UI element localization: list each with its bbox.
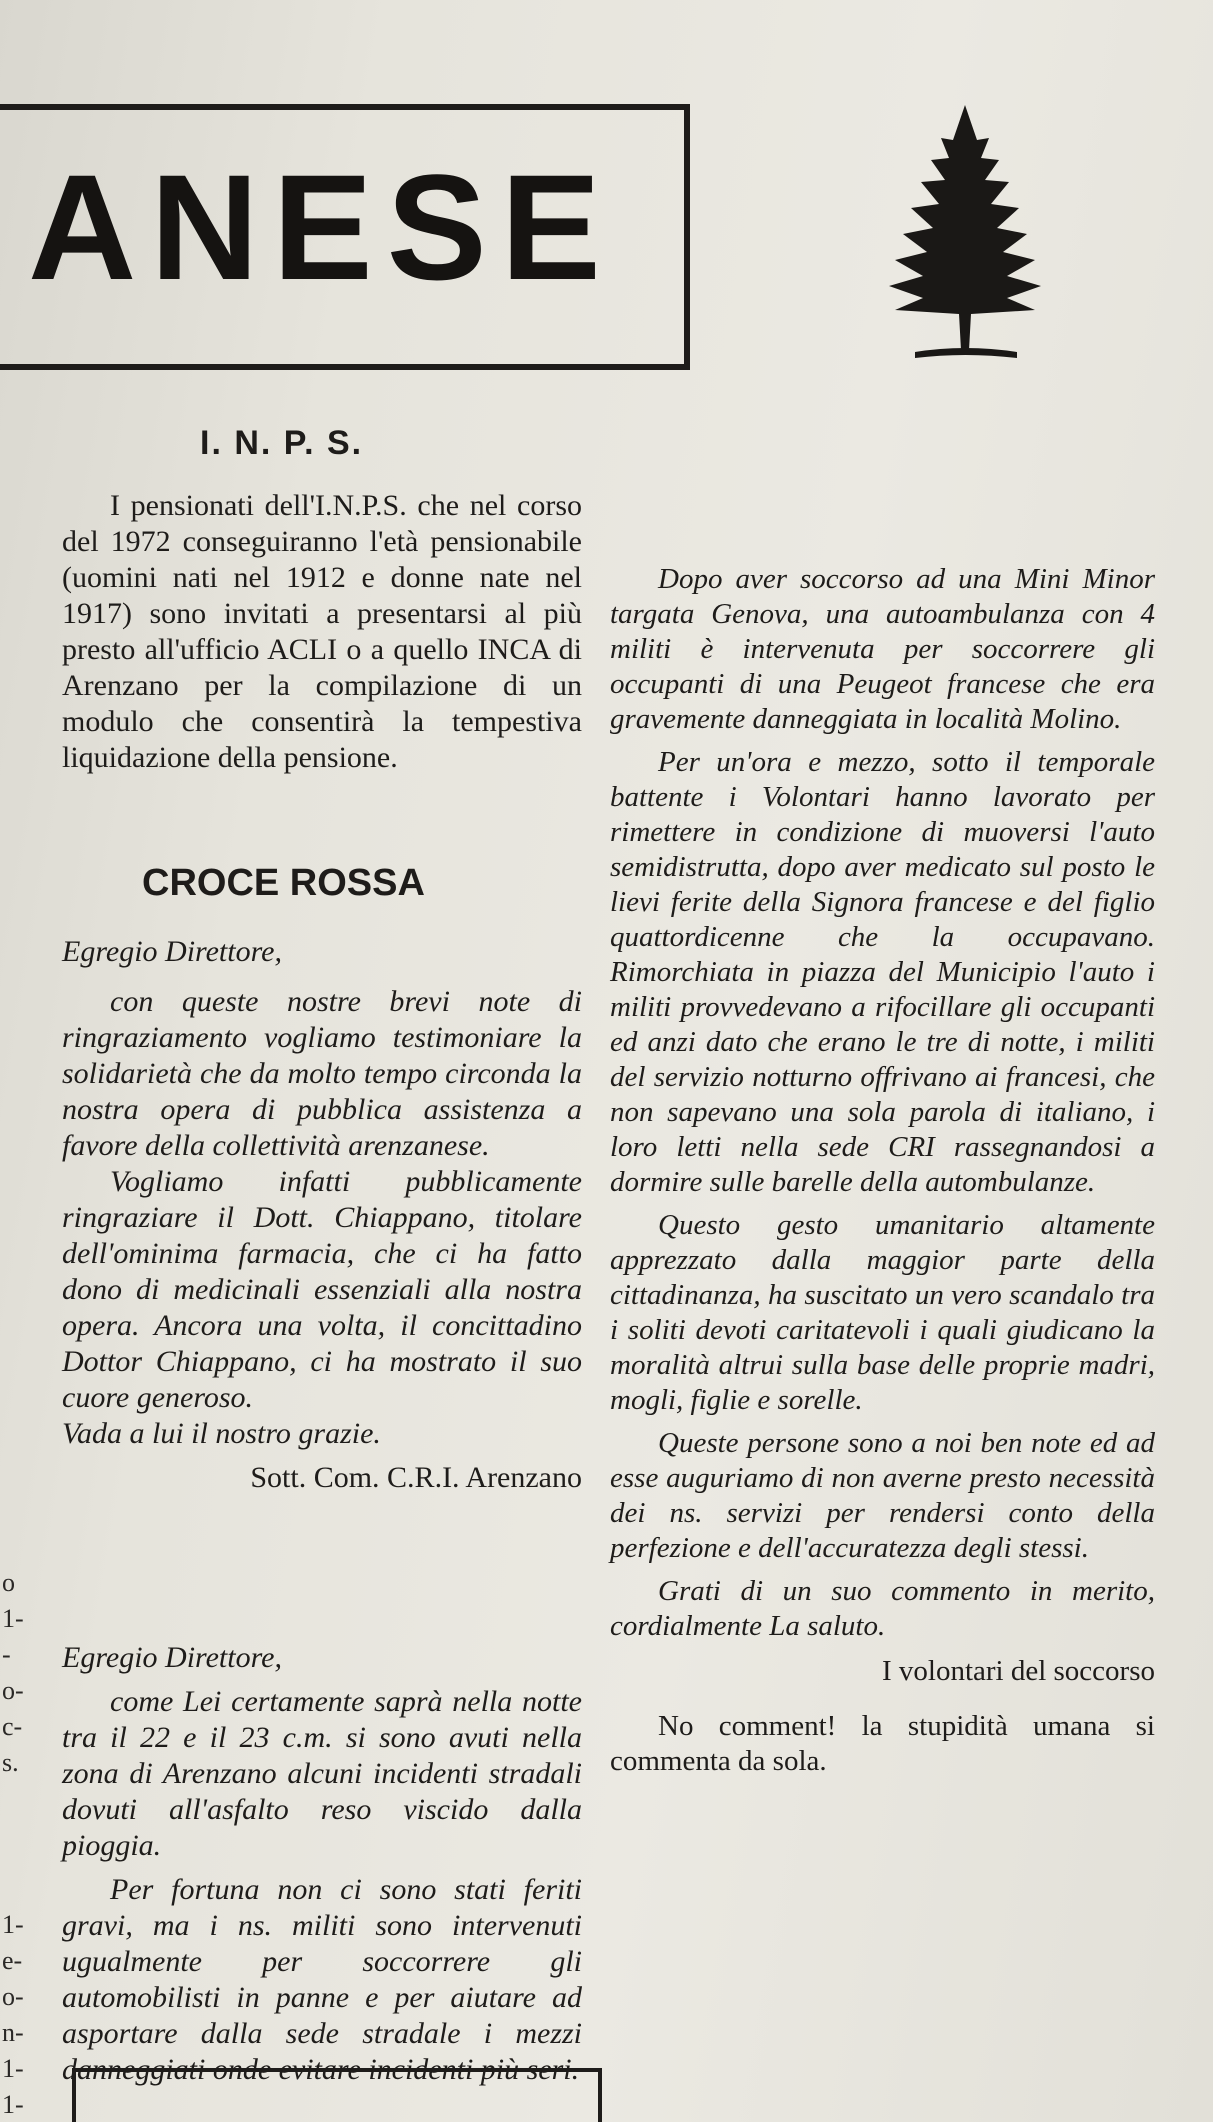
letter2-paragraph: Queste persone sono a noi ben note ed ad esse auguriamo di non averne presto necessità dei ns. servizi per rendersi conto della perfezione e dell'accuratezza degli stessi. <box>610 1427 1155 1564</box>
letter2-paragraph: come Lei certamente saprà nella notte tra il 22 e il 23 c.m. si sono avuti nella zona di Arenzano alcuni incidenti stradali dovuti all'asfalto reso viscido dalla pioggia. <box>62 1685 582 1862</box>
letter2-paragraph: Per fortuna non ci sono stati feriti gravi, ma i ns. militi sono intervenuti ugualmente per soccorrere gli automobilisti in panne e per aiutare ad asportare dalla sede stradale i mezzi danneggiati onde evitare incidenti più seri. <box>62 1873 582 2086</box>
edge-fragment: 1- <box>2 1604 24 1633</box>
letter2-paragraph: Dopo aver soccorso ad una Mini Minor targata Genova, una autoambulanza con 4 militi è intervenuta per soccorrere gli occupanti di una Peugeot francese che era gravemente danneggiata in località Molino. <box>610 563 1155 735</box>
edge-fragment: o- <box>2 1676 24 1705</box>
inps-article <box>62 488 582 776</box>
letter1-paragraph: con queste nostre brevi note di ringraziamento vogliamo testimoniare la solidarietà che da molto tempo circonda la nostra opera di pubblica assistenza a favore della collettività arenzanese. <box>62 985 582 1162</box>
letter1-paragraph: Vogliamo infatti pubblicamente ringraziare il Dott. Chiappano, titolare dell'ominima farmacia, che ci ha fatto dono di medicinali essenziali alla nostra opera. Ancora una volta, il concittadino Dottor Chiappano, ci ha mostrato il suo cuore generoso. <box>62 1165 582 1414</box>
letter1-paragraph: Vada a lui il nostro grazie. <box>62 1417 381 1450</box>
letter2-paragraph: Grati di un suo commento in merito, cordialmente La saluto. <box>610 1575 1155 1642</box>
edge-fragment: - <box>2 1640 11 1669</box>
letter2-salutation: Egregio Direttore, <box>62 1641 282 1674</box>
edge-fragment: o- <box>2 1982 24 2011</box>
letter2-article-start <box>62 1640 582 2088</box>
croce-rossa-heading: CROCE ROSSA <box>142 862 425 904</box>
letter2-paragraph: Per un'ora e mezzo, sotto il temporale battente i Volontari hanno lavorato per rimettere in condizione di muoversi l'auto semidistrutta, dopo aver medicato sul posto le lievi ferite della Signora francese e del figlio quattordicenne che la occupavano. Rimorchiata in piazza del Municipio l'auto i militi provvedevano a rifocillare gli occupanti ed anzi dato che erano le tre di notte, i militi del servizio notturno offrivano ai francesi, che non sapevano una sola parola di italiano, i loro letti nella sede CRI rassegnandosi a dormire sulle barelle della autombulanze. <box>610 746 1155 1198</box>
pine-tree-icon <box>885 100 1045 370</box>
letter1-salutation: Egregio Direttore, <box>62 935 282 968</box>
next-article-frame <box>72 2068 602 2122</box>
edge-fragment: 1- <box>2 2090 24 2119</box>
edge-fragment: s. <box>2 1748 19 1777</box>
letter2-paragraph: Questo gesto umanitario altamente apprezzato dalla maggior parte della cittadinanza, ha suscitato un vero scandalo tra i soliti devoti caritatevoli i quali giudicano la moralità altrui sulla base delle proprie madri, mogli, figlie e sorelle. <box>610 1209 1155 1416</box>
inps-heading: I. N. P. S. <box>200 424 364 462</box>
edge-fragment: n- <box>2 2018 24 2047</box>
letter2-article-continued <box>610 562 1155 1779</box>
edge-fragment: e- <box>2 1946 23 1975</box>
edge-fragment: 1- <box>2 2054 24 2083</box>
editor-comment: No comment! la stupidità umana si commenta da sola. <box>610 1710 1155 1777</box>
letter1-signature: Sott. Com. C.R.I. Arenzano <box>250 1461 582 1494</box>
edge-fragment: c- <box>2 1712 23 1741</box>
inps-body: I pensionati dell'I.N.P.S. che nel corso del 1972 conseguiranno l'età pensionabile (uomini nati nel 1912 e donne nate nel 1917) sono invitati a presentarsi al più presto all'ufficio ACLI o a quello INCA di Arenzano per la compilazione di un modulo che consentirà la tempestiva liquidazione della pensione. <box>62 489 582 774</box>
letter1-article <box>62 934 582 1496</box>
edge-fragment: o <box>2 1568 15 1597</box>
edge-fragment: 1- <box>2 1910 24 1939</box>
banner-title: ANESE <box>28 143 615 311</box>
letter2-signature: I volontari del soccorso <box>881 1655 1155 1687</box>
